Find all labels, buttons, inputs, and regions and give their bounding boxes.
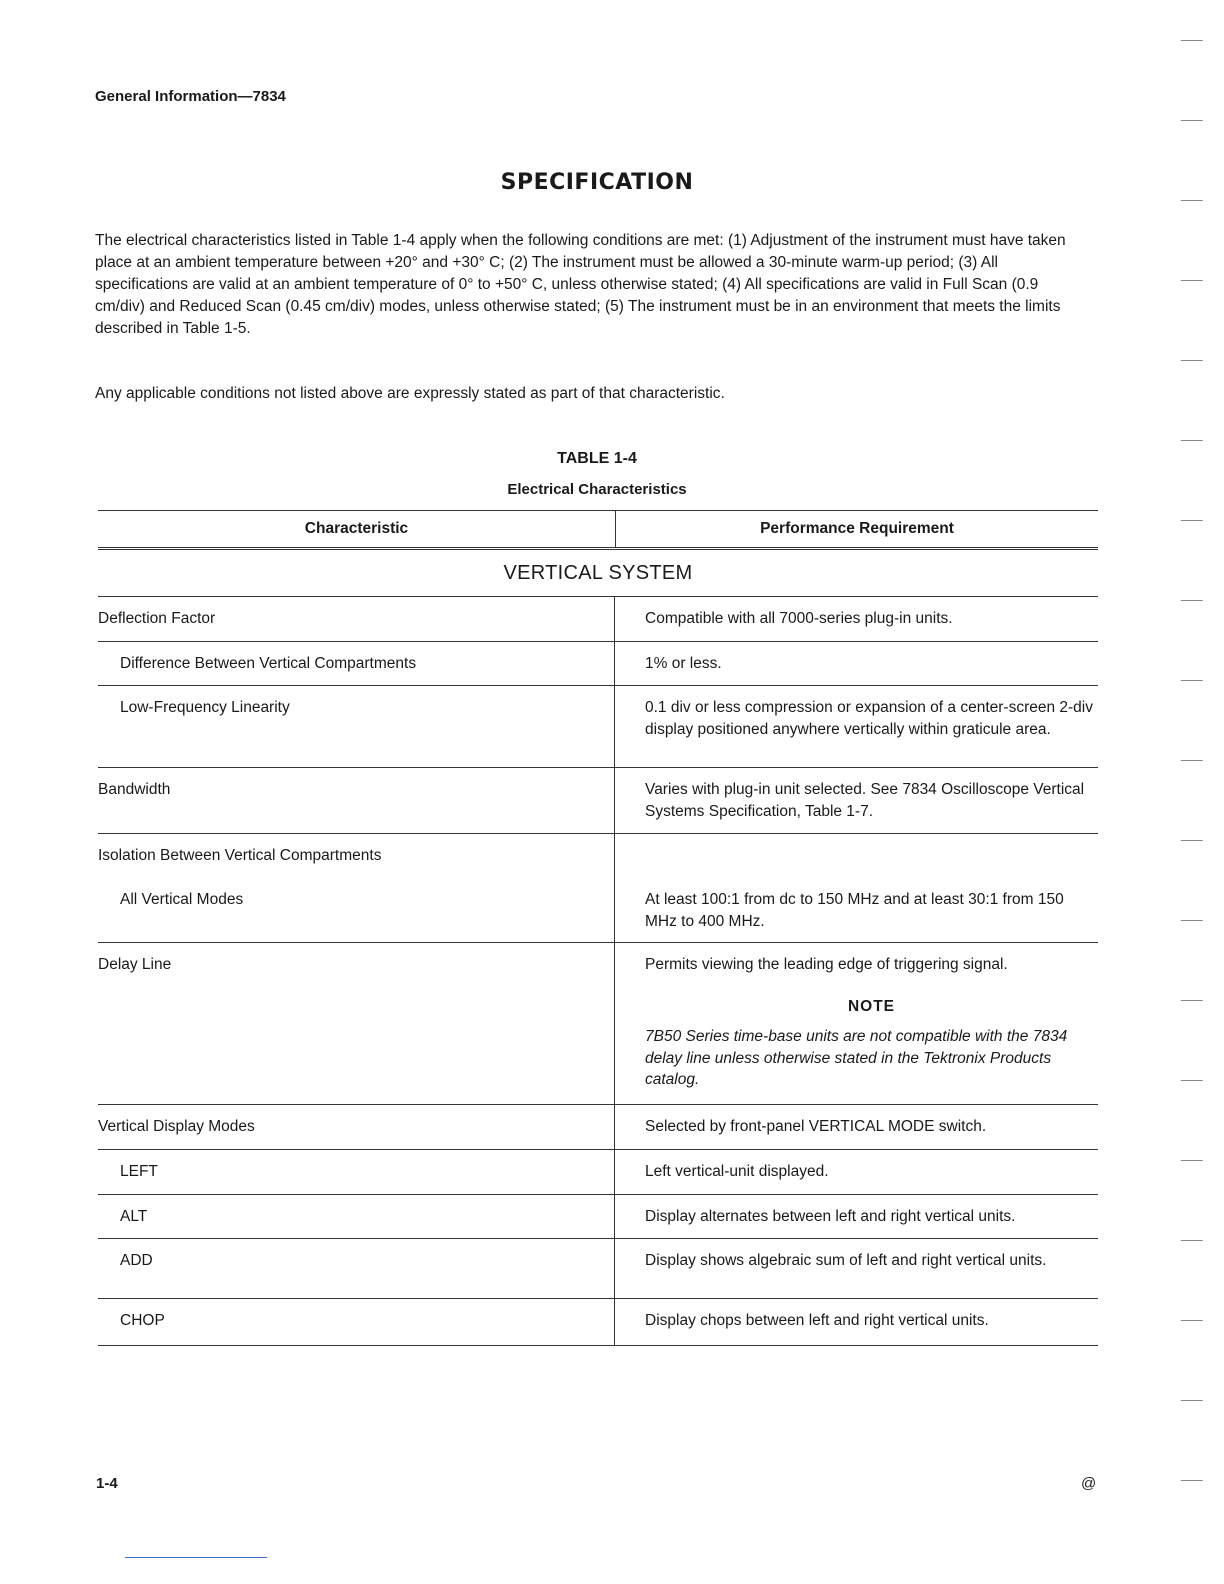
requirement-cell [615, 943, 1098, 1104]
characteristic-cell: CHOP [98, 1299, 615, 1345]
table-row [98, 1105, 1098, 1150]
characteristic-cell: Deflection Factor [98, 597, 615, 641]
requirement-cell: Varies with plug-in unit selected. See 7834 Oscilloscope Vertical Systems Specification, Table 1-7. [645, 781, 1085, 820]
footer-mark: @ [1081, 1475, 1097, 1492]
table-row [98, 1150, 1098, 1195]
requirement-cell [615, 834, 1098, 878]
characteristic-cell: Bandwidth [98, 768, 615, 833]
table-row [98, 768, 1098, 834]
section-heading: VERTICAL SYSTEM [98, 550, 1098, 597]
table-row [98, 597, 1098, 642]
table-row [98, 1195, 1098, 1239]
col-performance-header: Performance Requirement [760, 520, 954, 537]
characteristic-cell: LEFT [98, 1150, 615, 1194]
table-row [98, 642, 1098, 686]
note-text: 7B50 Series time-base units are not compatible with the 7834 delay line unless otherwise stated in the Tektronix Products catalog. [645, 1028, 1068, 1088]
characteristic-cell: Vertical Display Modes [98, 1105, 615, 1149]
characteristic-cell: Low-Frequency Linearity [98, 686, 615, 767]
requirement-cell: Compatible with all 7000-series plug-in units. [645, 610, 953, 627]
col-characteristic-header: Characteristic [98, 511, 616, 547]
scan-artifact-line [125, 1557, 267, 1558]
requirement-text: Permits viewing the leading edge of triggering signal. [645, 956, 1008, 973]
conditions-note: Any applicable conditions not listed above are expressly stated as part of that characteristic. [95, 385, 725, 402]
page-title: SPECIFICATION [500, 170, 694, 195]
table-row [98, 834, 1098, 878]
requirement-cell: Left vertical-unit displayed. [645, 1163, 829, 1180]
page-number: 1-4 [96, 1475, 118, 1492]
characteristic-cell: ADD [98, 1239, 615, 1298]
characteristic-cell: All Vertical Modes [98, 878, 615, 942]
intro-paragraph: The electrical characteristics listed in Table 1-4 apply when the following conditions are met: (1) Adjustment of the instrument must have taken place at an ambient temperature between +20° and +30° C; (2) The instrument must be allowed a 30-minute warm-up period; (3) All specifications are valid at an ambient temperature of 0° to +50° C, unless otherwise stated; (4) All specifications are valid in Full Scan (0.9 cm/div) and Reduced Scan (0.45 cm/div) modes, unless otherwise stated; (5) The instrument must be in an environment that meets the limits described in Table 1-5. [95, 232, 1066, 337]
characteristic-cell: Isolation Between Vertical Compartments [98, 834, 615, 878]
table-row [98, 1239, 1098, 1299]
table-row [98, 943, 1098, 1105]
table-header [98, 510, 1098, 550]
requirement-cell: Selected by front-panel VERTICAL MODE switch. [645, 1118, 987, 1135]
requirement-cell: 0.1 div or less compression or expansion of a center-screen 2-div display positioned anywhere vertically within graticule area. [645, 699, 1093, 738]
note-heading: NOTE [847, 997, 896, 1015]
electrical-characteristics-table [98, 510, 1098, 1346]
requirement-cell: Display chops between left and right vertical units. [645, 1312, 989, 1329]
characteristic-cell: Difference Between Vertical Compartments [98, 642, 615, 685]
table-row [98, 686, 1098, 768]
table-caption: Electrical Characteristics [507, 481, 687, 498]
characteristic-cell: ALT [98, 1195, 615, 1238]
requirement-cell: At least 100:1 from dc to 150 MHz and at least 30:1 from 150 MHz to 400 MHz. [645, 891, 1064, 930]
requirement-cell: 1% or less. [645, 655, 722, 672]
requirement-cell: Display shows algebraic sum of left and right vertical units. [645, 1252, 1047, 1269]
running-header: General Information—7834 [95, 88, 286, 105]
table-row [98, 1299, 1098, 1346]
characteristic-cell: Delay Line [98, 943, 615, 1104]
requirement-cell: Display alternates between left and right vertical units. [645, 1208, 1016, 1225]
table-number: TABLE 1-4 [557, 450, 637, 467]
table-row [98, 878, 1098, 943]
